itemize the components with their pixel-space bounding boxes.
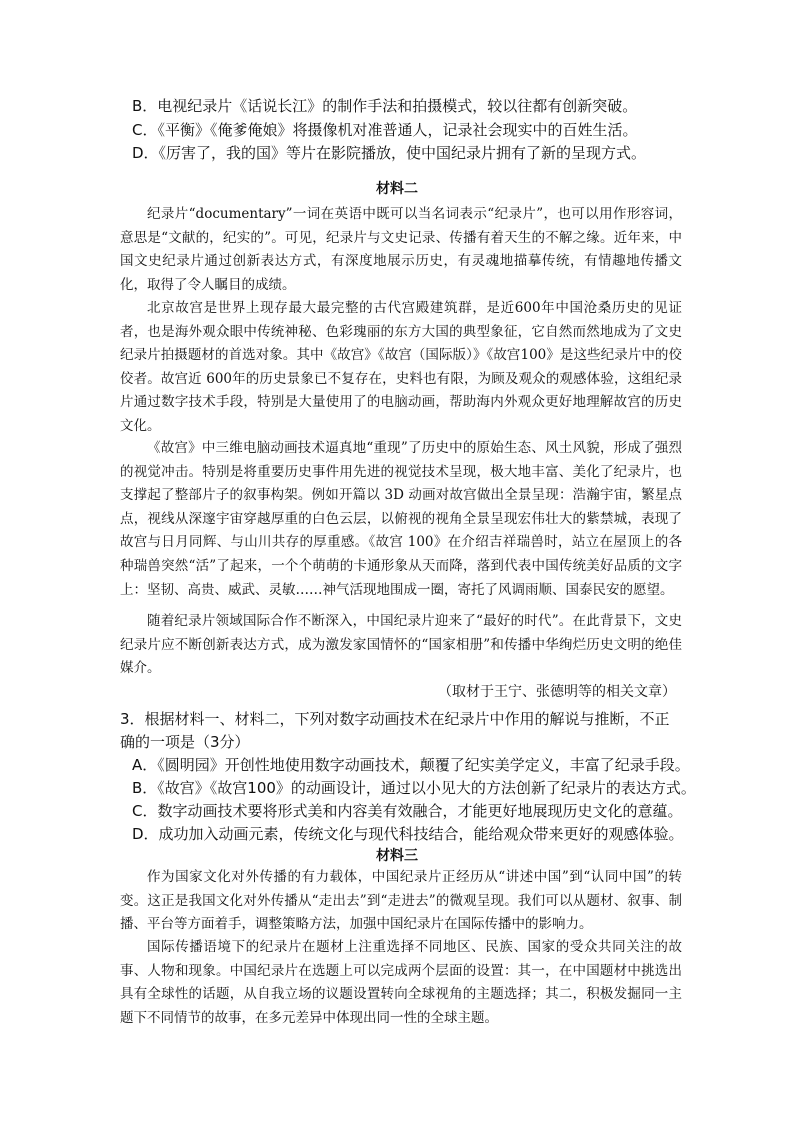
q3-option-c: C．数字动画技术要将形式美和内容美有效融合，才能更好地展现历史文化的意蕴。 [132, 802, 683, 820]
material2-paragraph-1: 纪录片“documentary”一词在英语中既可以当名词表示“纪录片”，也可以用作形容词，意思是“文献的，纪实的”。可见，纪录片与文史记录、传播有着天生的不解之缘。近年来，中国文史纪录片通过创新表达方式，有深度地展示历史，有灵魂地描摹传统，有情趣地传播文化，取得了令人瞩目的成绩。 [120, 206, 682, 293]
q3-option-a: A．《圆明园》开创性地使用数字动画技术，颠覆了纪实美学定义，丰富了纪录手段。 [132, 756, 690, 774]
material2-source: （取材于王宁、张德明等的相关文章） [438, 684, 676, 700]
material3-heading: 材料三 [376, 848, 418, 864]
material3-paragraph-2: 国际传播语境下的纪录片在题材上注重选择不同地区、民族、国家的受众共同关注的故事、人物和现象。中国纪录片在选题上可以完成两个层面的设置：其一，在中国题材中挑选出具有全球性的话题，从自我立场的议题设置转向全球视角的主题选择；其二，积极发掘同一主题下不同情节的故事，在多元差异中体现出同一性的全球主题。 [120, 939, 682, 1026]
material2-paragraph-2: 北京故宫是世界上现存最大最完整的古代宫殿建筑群，是近600年中国沧桑历史的见证者，也是海外观众眼中传统神秘、色彩瑰丽的东方大国的典型象征，它自然而然地成为了文史纪录片拍摄题材的首选对象。其中《故宫》《故宫（国际版）》《故宫100》是这些纪录片中的佼佼者。故宫近 600年的历史景象已不复存在，史料也有限，为顾及观众的观感体验，这组纪录片通过数字技术手段，特别是大量使用了的电脑动画，帮助海内外观众更好地理解故宫的历史文化。 [120, 300, 682, 434]
material2-heading: 材料二 [376, 181, 418, 197]
question3-stem: 3．根据材料一、材料二，下列对数字动画技术在纪录片中作用的解说与推断，不正确的一项是（3分） [120, 710, 670, 751]
q3-option-b: B．《故宫》《故宫100》的动画设计，通过以小见大的方法创新了纪录片的表达方式。 [132, 779, 696, 797]
q3-option-d: D．成功加入动画元素，传统文化与现代科技结合，能给观众带来更好的观感体验。 [132, 825, 684, 843]
q2-option-d: D．《厉害了，我的国》等片在影院播放，使中国纪录片拥有了新的呈现方式。 [132, 144, 647, 162]
material2-paragraph-3: 《故宫》中三维电脑动画技术逼真地“重现”了历史中的原始生态、风土风貌，形成了强烈的视觉冲击。特别是将重要历史事件用先进的视觉技术呈现，极大地丰富、美化了纪录片，也支撑起了整部片子的叙事构架。例如开篇以 3D 动画对故宫做出全景呈现：浩瀚宇宙，繁星点点，视线从深邃宇宙穿越厚重的白色云层，以俯视的视角全景呈现宏伟壮大的紫禁城，表现了故宫与日月同辉、与山川共存的厚重感。《故宫 100》在介绍吉祥瑞兽时，站立在屋顶上的各种瑞兽突然“活”了起来，一个个萌萌的卡通形象从天而降，落到代表中国传统美好品质的文字上：坚韧、高贵、威武、灵敏……神气活现地围成一圈，寄托了风调雨顺、国泰民安的愿望。 [120, 440, 682, 598]
q2-option-b: B．电视纪录片《话说长江》的制作手法和拍摄模式，较以往都有创新突破。 [132, 97, 638, 115]
material3-paragraph-1: 作为国家文化对外传播的有力载体，中国纪录片正经历从“讲述中国”到“认同中国”的转变。这正是我国文化对外传播从“走出去”到“走进去”的微观呈现。我们可以从题材、叙事、制播、平台等方面着手，调整策略方法，加强中国纪录片在国际传播中的影响力。 [120, 869, 682, 933]
q2-option-c: C．《平衡》《俺爹俺娘》将摄像机对准普通人，记录社会现实中的百姓生活。 [132, 121, 638, 139]
material2-paragraph-4: 随着纪录片领域国际合作不断深入，中国纪录片迎来了“最好的时代”。在此背景下，文史纪录片应不断创新表达方式，成为激发家国情怀的“国家相册”和传播中华绚烂历史文明的绝佳媒介。 [120, 613, 682, 677]
